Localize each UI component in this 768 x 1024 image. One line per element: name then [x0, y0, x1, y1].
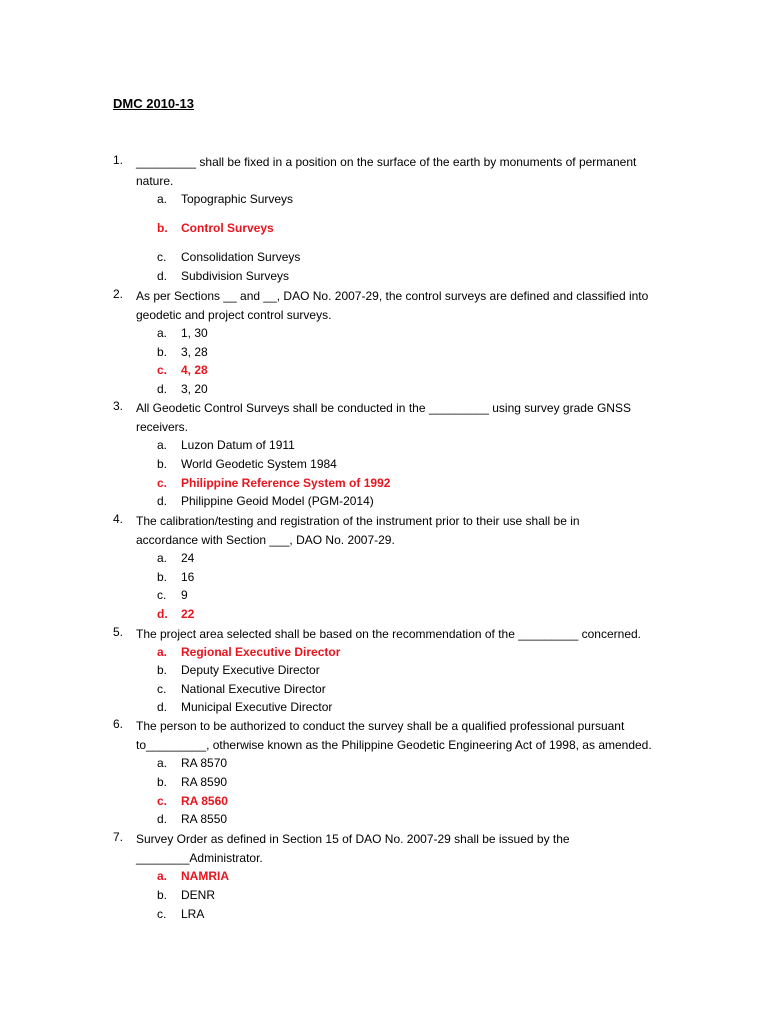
option-letter: a.: [157, 326, 168, 340]
option-text: Subdivision Surveys: [181, 269, 290, 283]
question-text-line: All Geodetic Control Surveys shall be conducted in the _________ using survey grade GNSS: [136, 401, 631, 415]
question-number: 1.: [113, 153, 124, 167]
question-text-line: accordance with Section ___, DAO No. 2007-29.: [136, 533, 395, 547]
question-number: 2.: [113, 287, 124, 301]
option-text: 1, 30: [181, 326, 208, 340]
option-letter: d.: [157, 700, 168, 714]
option-letter: d.: [157, 812, 168, 826]
option-letter: c.: [157, 476, 168, 490]
option-text: Regional Executive Director: [181, 645, 341, 659]
question-text: [136, 287, 681, 325]
option-text: World Geodetic System 1984: [181, 457, 337, 471]
option-letter: c.: [157, 682, 167, 696]
question-text: [136, 717, 681, 755]
option-text: Topographic Surveys: [181, 192, 294, 206]
option-letter: c.: [157, 794, 168, 808]
question-text-line: The person to be authorized to conduct the survey shall be a qualified professional pursuant: [136, 719, 625, 733]
question-text: [136, 399, 681, 437]
question-number: 5.: [113, 625, 124, 639]
question-text-line: ________Administrator.: [136, 851, 263, 865]
option-text: 22: [181, 607, 195, 621]
option-letter: a.: [157, 192, 168, 206]
option-letter: d.: [157, 382, 168, 396]
option-letter: b.: [157, 663, 168, 677]
option-text: 9: [181, 588, 188, 602]
question-text: [136, 153, 681, 191]
option-letter: d.: [157, 607, 168, 621]
option-text: Control Surveys: [181, 221, 274, 235]
question-text-line: nature.: [136, 174, 174, 188]
option-letter: a.: [157, 756, 168, 770]
question-text-line: Survey Order as defined in Section 15 of DAO No. 2007-29 shall be issued by the: [136, 832, 570, 846]
question-text-line: to_________, otherwise known as the Philippine Geodetic Engineering Act of 1998, as amended.: [136, 738, 652, 752]
option-letter: d.: [157, 269, 168, 283]
option-text: Luzon Datum of 1911: [181, 438, 295, 452]
option-letter: b.: [157, 345, 168, 359]
question-text-line: As per Sections __ and __, DAO No. 2007-29, the control surveys are defined and classified into: [136, 289, 649, 303]
option-text: Deputy Executive Director: [181, 663, 320, 677]
option-text: Philippine Geoid Model (PGM-2014): [181, 494, 374, 508]
option-text: NAMRIA: [181, 869, 229, 883]
question-number: 4.: [113, 512, 124, 526]
option-text: 16: [181, 570, 195, 584]
option-letter: c.: [157, 907, 167, 921]
option-letter: a.: [157, 869, 168, 883]
question-text: [136, 625, 681, 644]
option-letter: a.: [157, 438, 168, 452]
option-text: 4, 28: [181, 363, 208, 377]
question-text: [136, 830, 681, 868]
question-text: [136, 512, 681, 550]
option-text: Consolidation Surveys: [181, 250, 301, 264]
question-text-line: receivers.: [136, 420, 189, 434]
option-text: 3, 20: [181, 382, 208, 396]
question-text-line: The calibration/testing and registration of the instrument prior to their use shall be in: [136, 514, 580, 528]
option-letter: b.: [157, 570, 168, 584]
option-text: 24: [181, 551, 195, 565]
option-text: Municipal Executive Director: [181, 700, 333, 714]
option-letter: d.: [157, 494, 168, 508]
option-letter: b.: [157, 775, 168, 789]
option-letter: b.: [157, 221, 168, 235]
option-letter: b.: [157, 457, 168, 471]
question-text-line: The project area selected shall be based on the recommendation of the _________ concerned.: [136, 627, 642, 641]
question-text-line: geodetic and project control surveys.: [136, 308, 332, 322]
question-number: 6.: [113, 717, 124, 731]
option-letter: a.: [157, 645, 168, 659]
document-title: DMC 2010-13: [113, 96, 194, 111]
option-letter: c.: [157, 250, 167, 264]
option-text: RA 8550: [181, 812, 228, 826]
option-text: DENR: [181, 888, 216, 902]
option-text: 3, 28: [181, 345, 208, 359]
question-text-line: _________ shall be fixed in a position on the surface of the earth by monuments of permanent: [136, 155, 637, 169]
option-letter: c.: [157, 588, 167, 602]
option-text: National Executive Director: [181, 682, 326, 696]
option-letter: b.: [157, 888, 168, 902]
question-number: 7.: [113, 830, 124, 844]
option-text: LRA: [181, 907, 205, 921]
option-letter: c.: [157, 363, 168, 377]
question-number: 3.: [113, 399, 124, 413]
option-text: RA 8570: [181, 756, 228, 770]
option-letter: a.: [157, 551, 168, 565]
option-text: RA 8560: [181, 794, 228, 808]
option-text: RA 8590: [181, 775, 228, 789]
option-text: Philippine Reference System of 1992: [181, 476, 391, 490]
